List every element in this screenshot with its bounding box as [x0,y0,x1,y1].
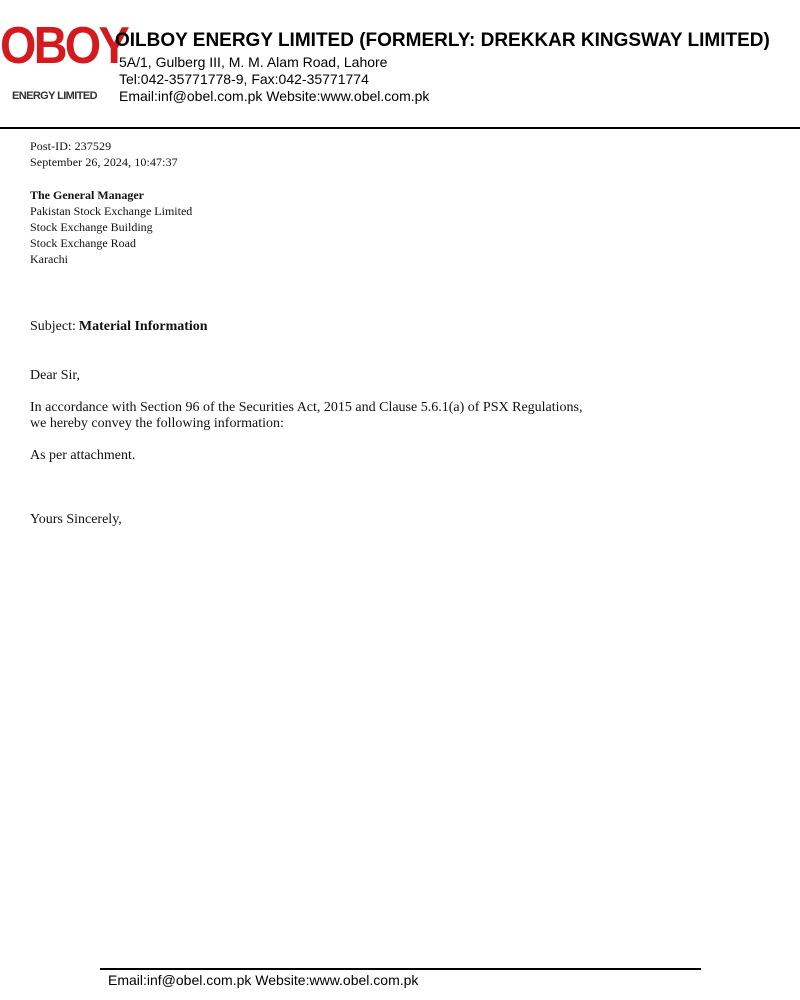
post-id: Post-ID: 237529 [30,139,112,153]
subject-label: Subject: [30,319,76,334]
post-meta [30,138,178,170]
recipient-name: The General Manager [30,188,144,202]
recipient-block [30,187,192,267]
logo-mark: OBOY [0,17,128,75]
recipient-line: Karachi [30,252,68,266]
salutation: Dear Sir, [30,368,80,383]
footer-divider [100,968,701,970]
post-datetime: September 26, 2024, 10:47:37 [30,155,178,169]
recipient-line: Stock Exchange Road [30,236,136,250]
company-name: OILBOY ENERGY LIMITED (FORMERLY: DREKKAR KINGSWAY LIMITED) [115,30,770,51]
body-paragraph [30,400,670,432]
company-email-website: Email:inf@obel.com.pk Website:www.obel.com.pk [119,88,430,104]
letterhead [0,0,800,128]
closing: Yours Sincerely, [30,512,122,527]
body-paragraph-line: we hereby convey the following information: [30,416,284,431]
subject-line [30,318,208,336]
body-paragraph-line: In accordance with Section 96 of the Securities Act, 2015 and Clause 5.6.1(a) of PSX Regulations, [30,400,583,415]
recipient-line: Pakistan Stock Exchange Limited [30,204,193,218]
recipient-line: Stock Exchange Building [30,220,153,234]
logo-subtitle: ENERGY LIMITED [12,90,97,102]
company-phone-fax: Tel:042-35771778-9, Fax:042-35771774 [119,71,369,87]
company-logo [0,17,128,108]
header-divider [0,127,800,129]
footer-contact: Email:inf@obel.com.pk Website:www.obel.com.pk [108,972,419,988]
company-address: 5A/1, Gulberg III, M. M. Alam Road, Lahore [119,54,388,70]
attachment-note: As per attachment. [30,448,136,463]
subject-text: Material Information [78,319,208,334]
